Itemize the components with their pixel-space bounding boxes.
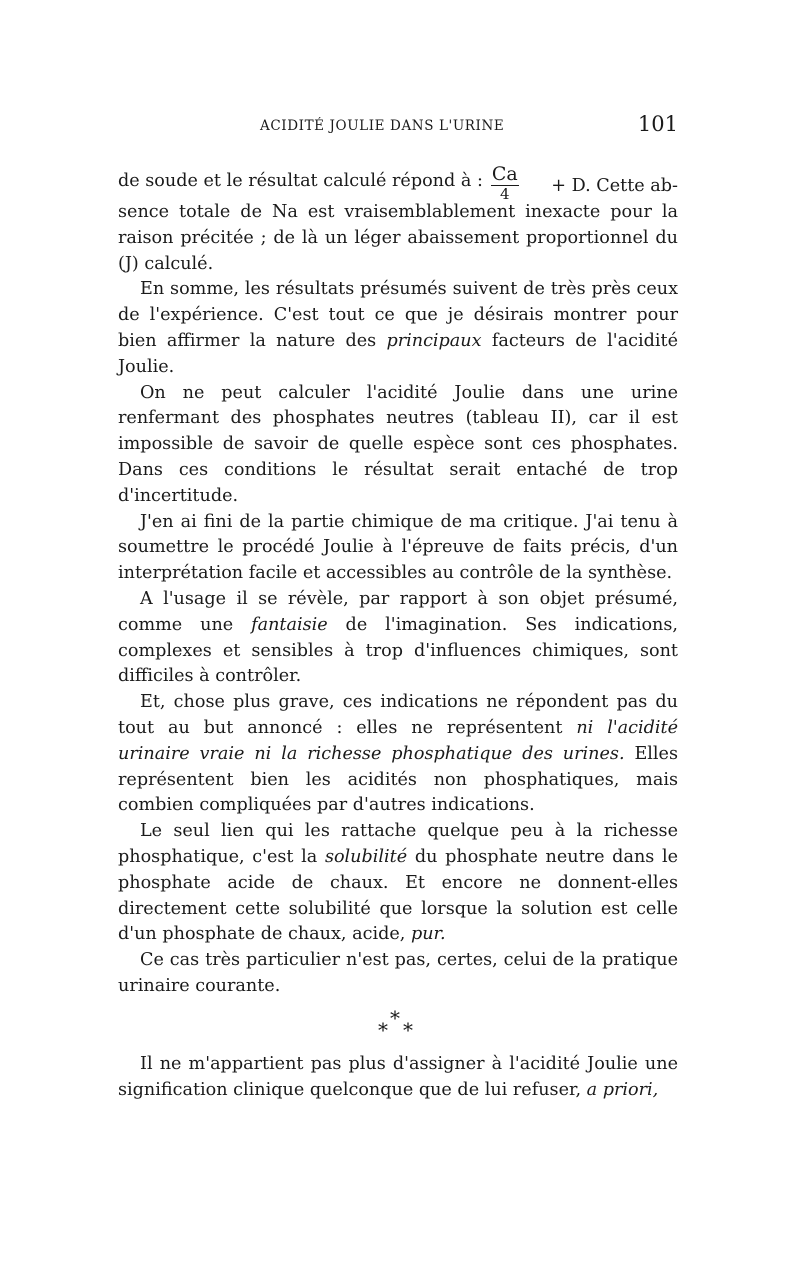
paragraph-3-text: On ne peut calculer l'acidité Joulie dans une urine renfermant des phosphates neutres (tableau II), car il est impossible de savoir de quelle espèce sont ces phosphates. Dans ces conditions le résultat serait entaché de trop d'incertitude. [118, 382, 678, 506]
paragraph-5 [118, 587, 678, 690]
paragraph-1-text: sence totale de Na est vraisemblablement inexacte pour la raison précitée ; de là un léger abaissement proportionnel du (J) calculé. [118, 202, 678, 274]
formula-text-before: de soude et le résultat calculé répond à : [118, 170, 483, 191]
paragraph-2 [118, 277, 678, 380]
fraction-ca-over-4 [491, 165, 519, 202]
paragraph-5-italic: fantaisie [251, 614, 328, 635]
paragraph-6-italic: ni l'acidité urinaire vraie ni la richesse phosphatique des urines. [118, 717, 678, 764]
asterism-right-star: * [403, 1017, 413, 1042]
paragraph-2-text-b: facteurs de l'acidité Joulie. [118, 330, 678, 377]
paragraph-1 [118, 200, 678, 277]
paragraph-final [118, 1052, 678, 1104]
body-text [118, 142, 678, 1103]
paragraph-7-italic-b: pur. [410, 924, 446, 945]
page-header [118, 112, 678, 142]
paragraph-7-text-a: Le seul lien qui les rattache quelque peu à la richesse phosphatique, c'est la [118, 821, 678, 867]
paragraph-4-text: J'en ai fini de la partie chimique de ma critique. J'ai tenu à soumettre le procédé Joulie à l'épreuve de faits précis, d'un interprétation facile et accessibles au contrôle de la synthèse. [118, 511, 678, 584]
paragraph-8-text: Ce cas très particulier n'est pas, certes, celui de la pratique urinaire courante. [118, 950, 678, 996]
paragraph-8 [118, 948, 678, 1000]
paragraph-6 [118, 690, 678, 819]
paragraph-6-text-b: Elles représentent bien les acidités non phosphatiques, mais combien compliquées par d'autres indications. [118, 743, 678, 816]
paragraph-4 [118, 510, 678, 587]
book-page [118, 112, 678, 1103]
formula-text-after: + D. Cette ab- [551, 176, 678, 197]
running-title: ACIDITÉ JOULIE DANS L'URINE [260, 118, 505, 134]
asterism-left-star: * [378, 1017, 388, 1042]
paragraph-5-text-a: A l'usage il se révèle, par rapport à son objet présumé, comme une [118, 588, 678, 635]
paragraph-7-text-b: du phosphate neutre dans le phosphate acide de chaux. Et encore ne donnent-elles directement cette solubilité que lorsque la solution est celle d'un phosphate de chaux, acide, [118, 846, 679, 945]
paragraph-7-italic-a: solubilité [324, 846, 408, 867]
paragraph-2-text-a: En somme, les résultats présumés suivent de très près ceux de l'expérience. C'est tout ce que je désirais montrer pour bien affirmer la nature des [118, 279, 678, 351]
paragraph-6-text-a: Et, chose plus grave, ces indications ne répondent pas du tout au but annoncé : elles ne représentent [118, 692, 678, 738]
page-number: 101 [637, 112, 678, 136]
fraction-numerator: Ca [491, 163, 518, 185]
paragraph-7 [118, 819, 678, 948]
fraction-denominator: 4 [500, 185, 510, 203]
paragraph-2-italic: principaux [386, 330, 482, 351]
paragraph-final-italic: a priori, [586, 1079, 659, 1100]
formula-line [118, 142, 678, 203]
formula-left [118, 163, 523, 203]
paragraph-3 [118, 381, 678, 510]
paragraph-5-text-b: de l'imagination. Ses indications, complexes et sensibles à trop d'influences chimiques, sont difficiles à contrôler. [118, 614, 679, 687]
asterism-top-star: * [390, 1005, 400, 1030]
asterism [118, 1006, 678, 1052]
paragraph-final-text: Il ne m'appartient pas plus d'assigner à l'acidité Joulie une signification clinique quelconque que de lui refuser, [118, 1053, 678, 1100]
